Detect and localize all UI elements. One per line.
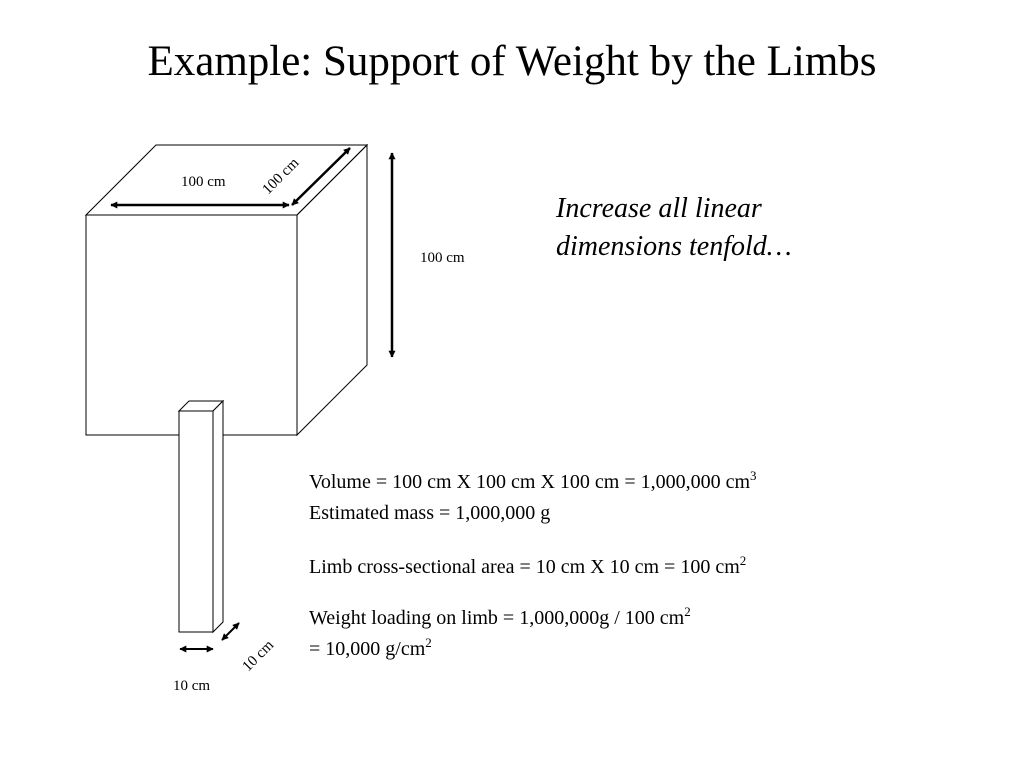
loading-exponent: 2 bbox=[684, 604, 691, 619]
loading-text: Weight loading on limb = 1,000,000g / 100 cm bbox=[309, 607, 685, 629]
area-calc bbox=[309, 552, 746, 582]
mass-text: Estimated mass = 1,000,000 g bbox=[309, 502, 551, 524]
limb-side-face bbox=[213, 401, 223, 632]
loading-result-text: = 10,000 g/cm bbox=[309, 638, 426, 660]
mass-calc bbox=[309, 498, 550, 528]
loading-calc bbox=[309, 603, 691, 633]
limb bbox=[179, 401, 223, 632]
scaling-note bbox=[556, 190, 876, 266]
cube-width-label: 100 cm bbox=[181, 174, 226, 190]
limb-depth-arrow bbox=[222, 623, 239, 640]
cube-depth-arrow bbox=[292, 148, 350, 205]
loading-result-exponent: 2 bbox=[425, 635, 432, 650]
volume-calc bbox=[309, 467, 757, 497]
loading-result bbox=[309, 634, 432, 664]
limb-front-face bbox=[179, 411, 213, 632]
scaling-note-line-1: Increase all linear bbox=[556, 193, 762, 224]
limb-depth-label: 10 cm bbox=[239, 637, 278, 675]
slide-title: Example: Support of Weight by the Limbs bbox=[147, 38, 877, 85]
area-exponent: 2 bbox=[739, 553, 747, 568]
volume-exponent: 3 bbox=[750, 468, 757, 483]
cube bbox=[86, 145, 367, 435]
cube-height-label: 100 cm bbox=[420, 250, 465, 266]
limb-width-label: 10 cm bbox=[173, 678, 211, 694]
volume-text: Volume = 100 cm X 100 cm X 100 cm = 1,000,000 cm bbox=[309, 471, 751, 493]
scaling-note-line-2: dimensions tenfold… bbox=[556, 231, 792, 262]
area-text: Limb cross-sectional area = 10 cm X 10 cm = 100 cm bbox=[309, 556, 740, 578]
cube-depth-label: 100 cm bbox=[259, 154, 303, 198]
